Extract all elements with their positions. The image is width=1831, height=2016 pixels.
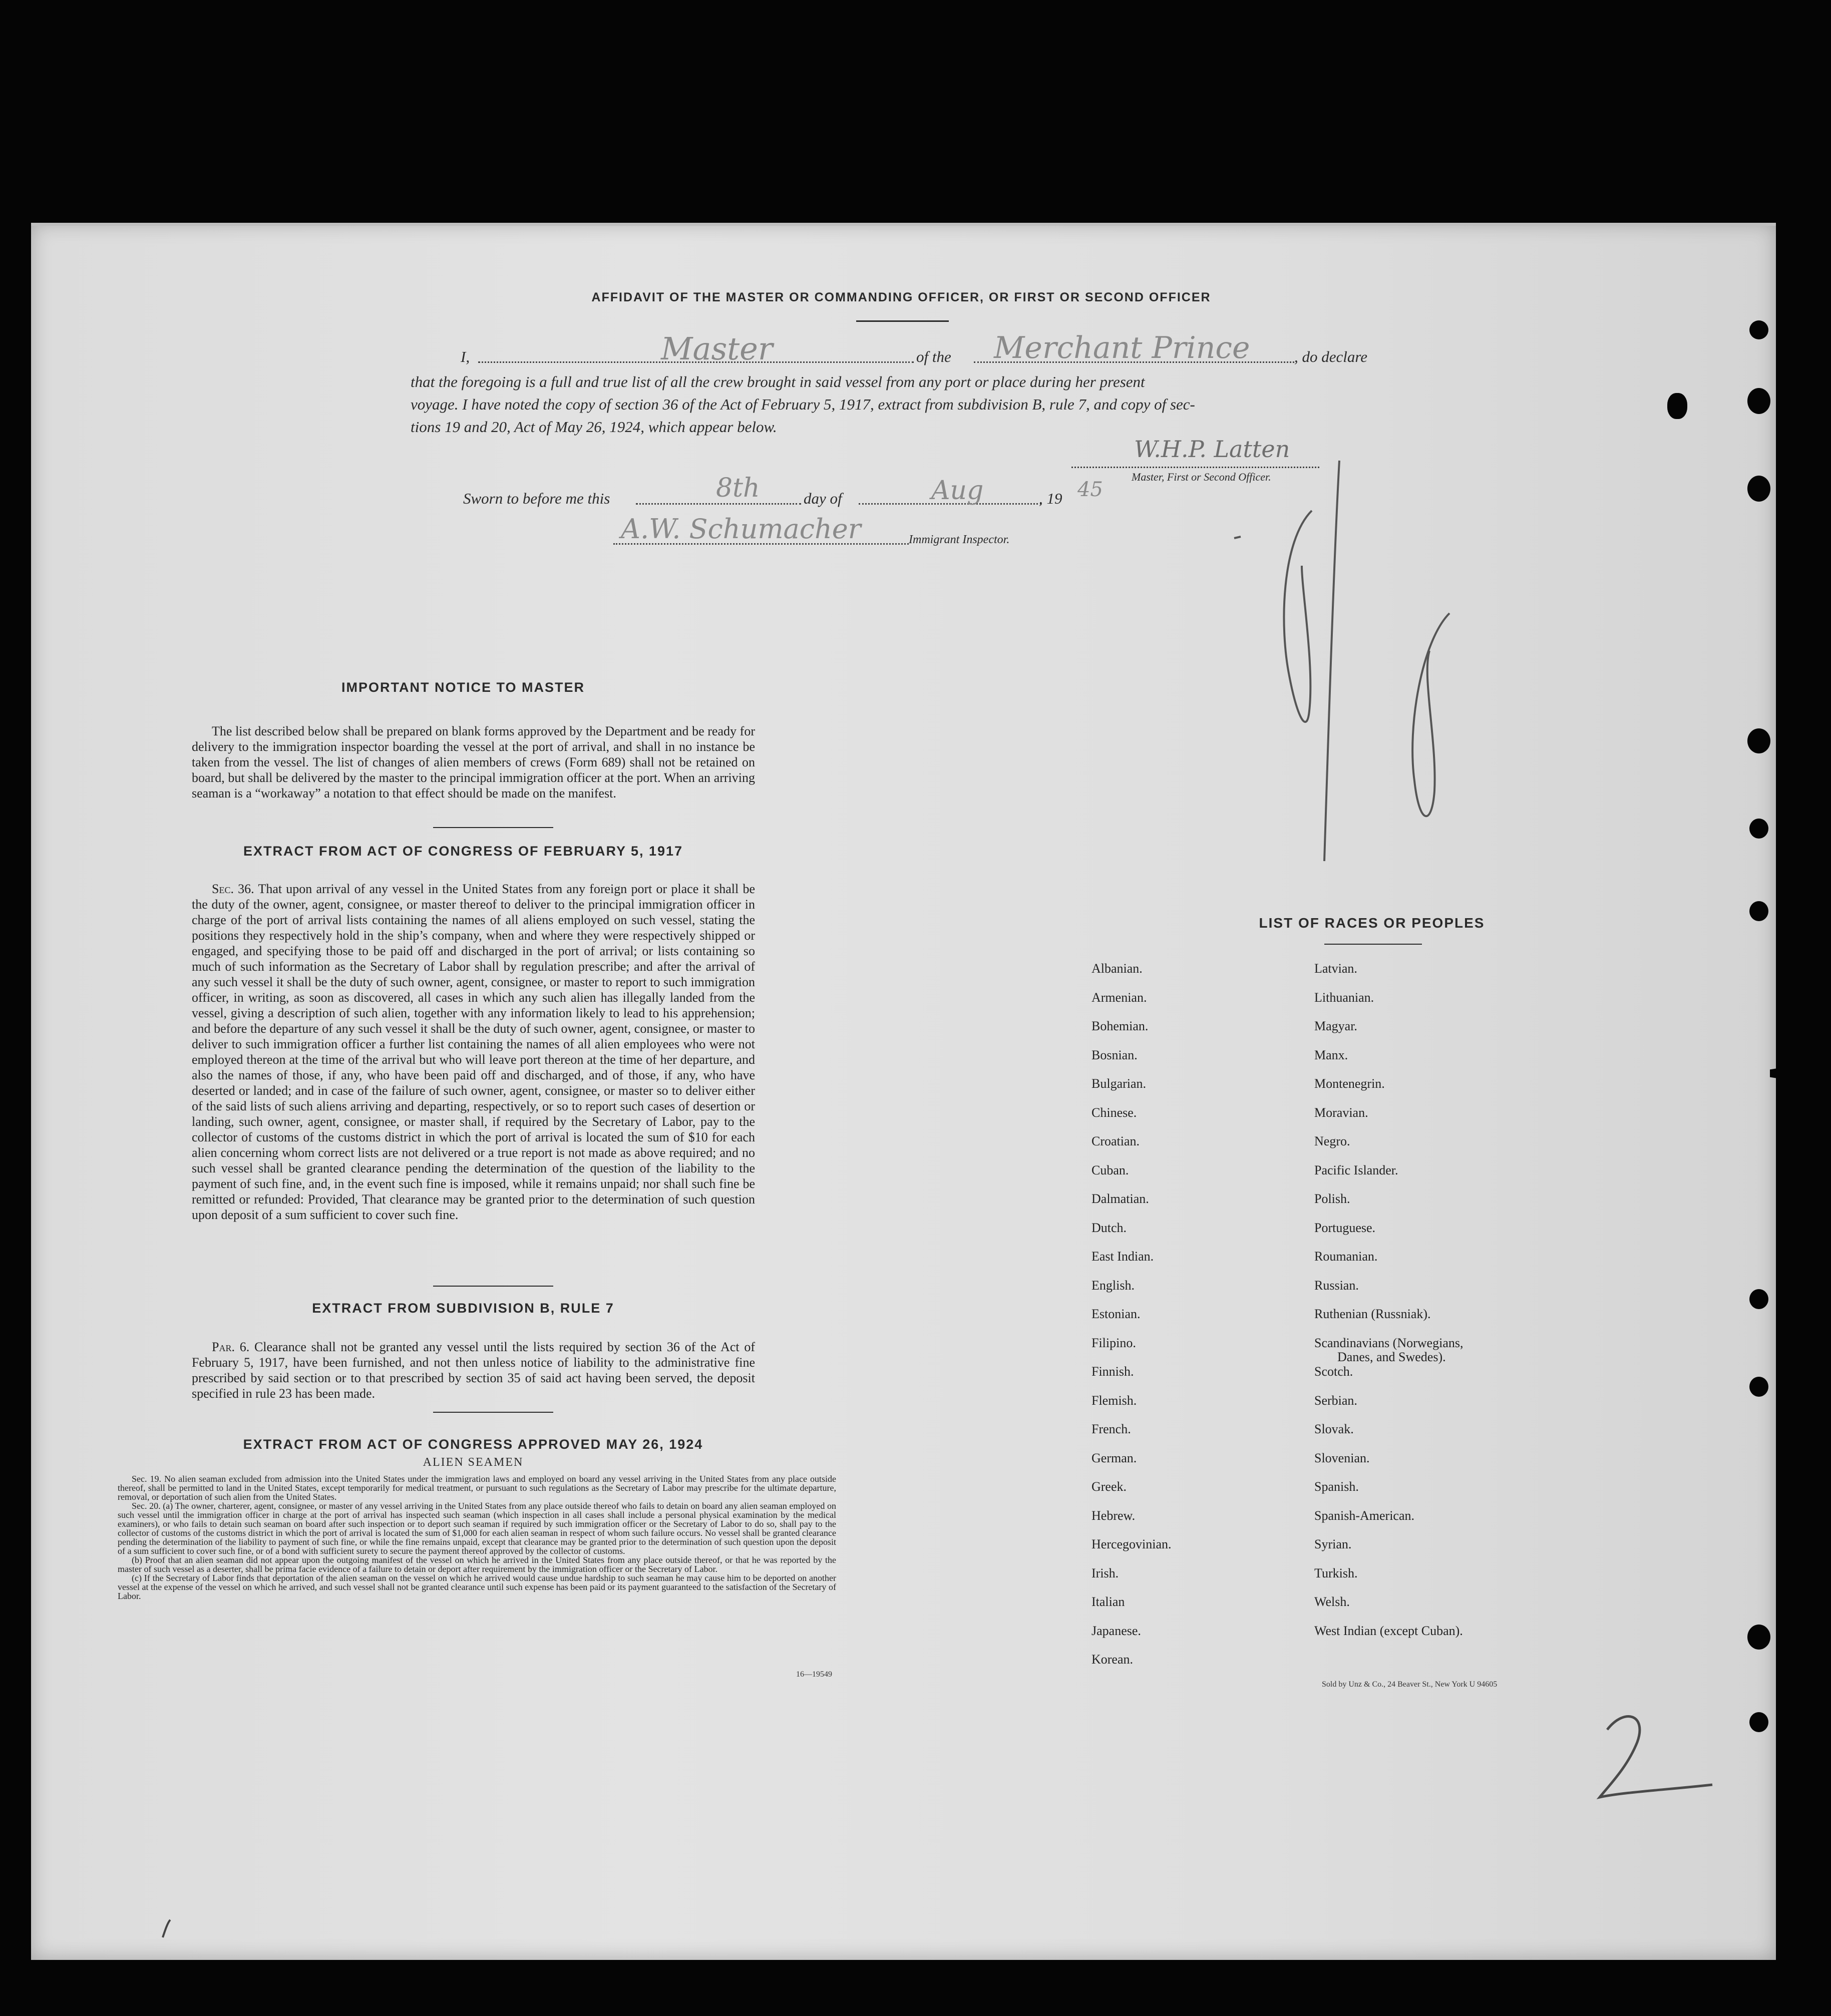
- race-item: Irish.: [1091, 1565, 1119, 1580]
- race-item: Polish.: [1314, 1191, 1350, 1206]
- notice-text: [192, 723, 755, 801]
- extract-1924-text: [118, 1474, 836, 1600]
- race-item: East Indian.: [1091, 1249, 1154, 1264]
- race-item: Portuguese.: [1314, 1220, 1376, 1235]
- section-label: Sec. 36.: [212, 882, 254, 896]
- race-item: Chinese.: [1091, 1105, 1137, 1120]
- race-item: Montenegrin.: [1314, 1076, 1385, 1091]
- race-item: Pacific Islander.: [1314, 1162, 1398, 1177]
- notice-body: The list described below shall be prepared on blank forms approved by the Department and be ready for delivery to the immigration inspector boarding the vessel at the port of arrival, and shall in no instance be taken from the vessel. The list of changes of alien members of crews (Form 689) shall not be retained on board, but shall be delivered by the master to the principal immigration officer at the port. When an arriving seaman is a “workaway” a notation to that effect should be made on the manifest.: [192, 724, 755, 800]
- divider: [433, 1412, 553, 1413]
- sworn-label: Sworn to before me this: [463, 490, 610, 507]
- master-signature: W.H.P. Latten: [1134, 436, 1290, 463]
- race-item: Lithuanian.: [1314, 990, 1374, 1005]
- race-item: Hebrew.: [1091, 1508, 1136, 1523]
- form-number: 16—19549: [796, 1670, 832, 1679]
- race-item: Dalmatian.: [1091, 1191, 1149, 1206]
- race-item: Welsh.: [1314, 1594, 1350, 1609]
- i-label: I,: [461, 348, 470, 365]
- year-handwriting: 45: [1077, 478, 1103, 501]
- race-item: Turkish.: [1314, 1565, 1358, 1580]
- declaration-line-4: tions 19 and 20, Act of May 26, 1924, which appear below.: [411, 418, 777, 436]
- race-item: West Indian (except Cuban).: [1314, 1623, 1463, 1638]
- race-item: Spanish-American.: [1314, 1508, 1415, 1523]
- declaration-line-2: that the foregoing is a full and true list of all the crew brought in said vessel from any port or place during her present: [411, 373, 1145, 390]
- race-item: Ruthenian (Russniak).: [1314, 1307, 1431, 1321]
- race-item: Filipino.: [1091, 1335, 1136, 1350]
- declaration-line-3: voyage. I have noted the copy of section 36 of the Act of February 5, 1917, extract from subdivision B, rule 7, and copy of sec-: [411, 395, 1195, 413]
- day-of-label: day of: [804, 490, 842, 507]
- race-item: German.: [1091, 1450, 1137, 1465]
- divider: [433, 827, 553, 828]
- divider: [1324, 944, 1422, 945]
- race-item: Hercegovinian.: [1091, 1537, 1172, 1551]
- race-item: English.: [1091, 1278, 1135, 1293]
- extract-1917-body: That upon arrival of any vessel in the United States from any foreign port or place it shall be the duty of the owner, agent, consignee, or master thereof to deliver to the principal immigration officer in charge of the port of arrival lists containing the names of all aliens employed on such vessel, stating the positions they respectively hold in the ship’s company, when and where they were respectively shipped or engaged, and specifying those to be paid off and discharged in the port of arrival; or lists containing so much of such information as the Secretary of Labor shall by regulation prescribe; and after the arrival of any such vessel it shall be the duty of such owner, agent, consignee, or master to report to such immigration officer, in writing, as soon as discovered, all cases in which any such alien has illegally landed from the vessel, giving a description of such alien, together with any information likely to lead to his apprehension; and before the departure of any such vessel it shall be the duty of such owner, agent, consignee, or master to deliver to such immigration officer a further list containing the names of all alien employees who were not employed thereon at the time of the arrival but who will leave port thereon at the time of her departure, and also the names of those, if any, who have been paid off and discharged, and of those, if any, who have deserted or landed; and in case of the failure of such owner, agent, consignee, or master so to deliver either of the said lists of such aliens arriving and departing, respectively, or so to report such cases of desertion or landing, such owner, agent, consignee, or master shall, if required by the Secretary of Labor, pay to the collector of customs of the customs district in which the port of arrival is located the sum of $10 for each alien concerning whom correct lists are not delivered or a true report is not made as above required; and no such vessel shall be granted clearance pending the determination of the question of the liability to the payment of such fine, and, in the event such fine is imposed, while it remains unpaid; nor shall such fine be remitted or refunded: Provided, That clearance may be granted prior to the determination of such question upon deposit of a sum sufficient to cover such fine.: [192, 882, 755, 1222]
- races-title: LIST OF RACES OR PEOPLES: [1259, 915, 1485, 931]
- race-item: Latvian.: [1314, 961, 1357, 976]
- race-item: Russian.: [1314, 1278, 1359, 1293]
- paragraph-label: Par. 6.: [212, 1340, 250, 1354]
- handwritten-stroke: [1284, 511, 1312, 722]
- race-item: French.: [1091, 1422, 1131, 1436]
- race-item: Negro.: [1314, 1134, 1350, 1148]
- race-item: Bulgarian.: [1091, 1076, 1147, 1091]
- race-item: Bohemian.: [1091, 1019, 1149, 1033]
- rule7-body: Clearance shall not be granted any vessel until the lists required by section 36 of the Act of February 5, 1917, have been furnished, and not then unless notice of liability to the administrative fine prescribed by said section or to that prescribed by section 35 of said act having been served, the deposit specified in rule 23 has been made.: [192, 1340, 755, 1401]
- day-handwriting: 8th: [716, 473, 760, 503]
- race-item: Armenian.: [1091, 990, 1147, 1005]
- divider: [433, 1286, 553, 1287]
- race-item: Croatian.: [1091, 1134, 1140, 1148]
- race-item: Japanese.: [1091, 1623, 1141, 1638]
- race-item: Estonian.: [1091, 1307, 1141, 1321]
- race-item: Serbian.: [1314, 1393, 1357, 1408]
- race-item: Korean.: [1091, 1652, 1134, 1667]
- race-item: Bosnian.: [1091, 1047, 1138, 1062]
- notice-title: IMPORTANT NOTICE TO MASTER: [341, 680, 585, 695]
- race-item: Cuban.: [1091, 1162, 1129, 1177]
- race-item: Slovenian.: [1314, 1450, 1370, 1465]
- vessel-handwriting: Merchant Prince: [994, 330, 1250, 365]
- race-item: Magyar.: [1314, 1019, 1357, 1033]
- sold-by-note: Sold by Unz & Co., 24 Beaver St., New York U 94605: [1322, 1680, 1498, 1689]
- extract-1917-title: EXTRACT FROM ACT OF CONGRESS OF FEBRUARY 5, 1917: [243, 844, 683, 859]
- handwritten-stroke: [1600, 1717, 1712, 1797]
- scratch-mark: [1234, 537, 1241, 538]
- race-item: Manx.: [1314, 1047, 1348, 1062]
- handwritten-stroke: [1412, 613, 1449, 816]
- scratch-mark: [163, 1920, 170, 1937]
- sec19-text: Sec. 19. No alien seaman excluded from admission into the United States under the immigration laws and employed on board any vessel arriving in the United States from any place outside thereof, shall be permitted to land in the United States, except temporarily for medical treatment, or pursuant to such regulations as the Secretary of Labor may prescribe for the ultimate departure, removal, or deportation of such alien from the United States.: [118, 1474, 836, 1502]
- race-item: Scotch.: [1314, 1364, 1353, 1379]
- inspector-signature: A.W. Schumacher: [621, 513, 861, 545]
- rule7-text: [192, 1339, 755, 1401]
- race-item: Roumanian.: [1314, 1249, 1378, 1264]
- do-declare-label: , do declare: [1294, 348, 1368, 365]
- month-handwriting: Aug: [931, 476, 984, 506]
- race-item: Finnish.: [1091, 1364, 1134, 1379]
- race-item: Flemish.: [1091, 1393, 1137, 1408]
- extract-1924-title: EXTRACT FROM ACT OF CONGRESS APPROVED MAY 26, 1924: [243, 1437, 703, 1452]
- race-item: Scandinavians (Norwegians,: [1314, 1335, 1463, 1350]
- sec20b-text: (b) Proof that an alien seaman did not appear upon the outgoing manifest of the vessel on which he arrived in the United States from any place outside thereof, or that he was reported by the master of such vessel as a deserter, shall be prima facie evidence of a failure to detain or deport after requirement by the immigration officer or the Secretary of Labor.: [118, 1555, 836, 1574]
- race-item: Greek.: [1091, 1479, 1127, 1494]
- extract-1924-subtitle: ALIEN SEAMEN: [423, 1456, 524, 1469]
- declarant-handwriting: Master: [661, 330, 773, 367]
- race-item: Italian: [1091, 1594, 1125, 1609]
- race-item: Albanian.: [1091, 961, 1143, 976]
- year-prefix: , 19: [1039, 490, 1062, 507]
- race-item: Moravian.: [1314, 1105, 1368, 1120]
- rule7-title: EXTRACT FROM SUBDIVISION B, RULE 7: [312, 1301, 614, 1316]
- affidavit-title: AFFIDAVIT OF THE MASTER OR COMMANDING OFFICER, OR FIRST OR SECOND OFFICER: [591, 290, 1211, 304]
- extract-1917-text: [192, 881, 755, 1223]
- race-item: Syrian.: [1314, 1537, 1352, 1551]
- race-item: Dutch.: [1091, 1220, 1127, 1235]
- race-item: Slovak.: [1314, 1422, 1354, 1436]
- sec20a-text: Sec. 20. (a) The owner, charterer, agent, consignee, or master of any vessel arriving in the United States from any place outside thereof who fails to detain on board any alien seaman employed on such vessel until the immigration officer in charge at the port of arrival has inspected such seaman (which inspection in all cases shall include a personal physical examination by the medical examiners), or who fails to detain such seaman on board after such inspection or to deport such seaman if required by such immigration officer or the Secretary of Labor to do so, shall pay to the collector of customs of the customs district in which the port of arrival is located the sum of $1,000 for each alien seaman in respect of whom such failure occurs. No vessel shall be granted clearance pending the determination of the liability to payment of such fine, or while the fine remains unpaid, except that clearance may be granted prior to the determination of such question upon the deposit of a sum sufficient to cover such fine, or of a bond with sufficient surety to secure the payment thereof approved by the collector of customs.: [118, 1501, 836, 1556]
- race-item: Spanish.: [1314, 1479, 1359, 1494]
- handwritten-stroke: [1324, 461, 1339, 861]
- of-the-label: of the: [916, 348, 951, 365]
- sec20c-text: (c) If the Secretary of Labor finds that deportation of the alien seaman on the vessel on which he arrived would cause undue hardship to such seaman he may cause him to be deported on another vessel at the expense of the vessel on which he arrived, and such vessel shall not be granted clearance until such expense has been paid or its payment guaranteed to the satisfaction of the Secretary of Labor.: [118, 1573, 836, 1601]
- inspector-caption: Immigrant Inspector.: [909, 533, 1010, 546]
- master-signature-caption: Master, First or Second Officer.: [1132, 471, 1271, 483]
- race-item: Danes, and Swedes).: [1337, 1349, 1446, 1364]
